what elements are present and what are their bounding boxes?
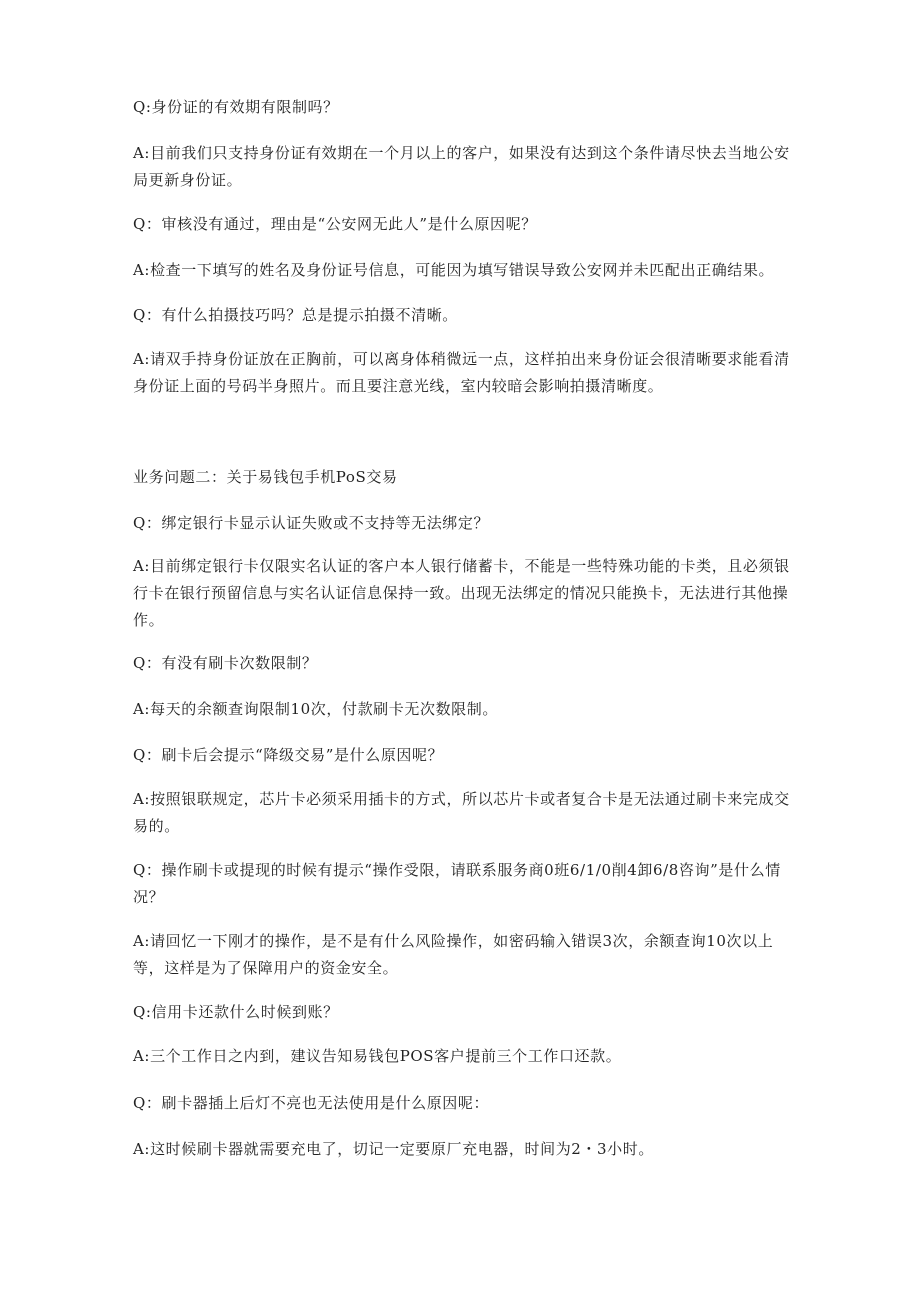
answer-downgrade: A:按照银联规定，芯片卡必须采用插卡的方式，所以芯片卡或者复合卡是无法通过刷卡来完成交易的。 — [133, 790, 790, 835]
question-photo-tips: Q：有什么拍摄技巧吗？总是提示拍摄不清晰。 — [133, 306, 458, 324]
answer-credit-repayment: A:三个工作日之内到，建议告知易钱包POS客户提前三个工作口还款。 — [133, 1047, 622, 1065]
section-heading: 业务问题二：关于易钱包手机PoS交易 — [133, 468, 398, 486]
answer-operation-limited: A:请回忆一下刚才的操作，是不是有什么风险操作，如密码输入错误3次，余额查询10次以上等，这样是为了保障用户的资金安全。 — [133, 932, 774, 977]
question-credit-repayment: Q:信用卡还款什么时候到账？ — [133, 1003, 339, 1021]
question-id-validity: Q:身份证的有效期有限制吗？ — [133, 98, 339, 116]
answer-photo-tips: A:请双手持身份证放在正胸前，可以离身体稍微远一点，这样拍出来身份证会很清晰要求能看清身份证上面的号码半身照片。而且要注意光线，室内较暗会影响拍摄清晰度。 — [133, 350, 790, 395]
answer-reader-no-light: A:这时候刷卡器就需要充电了，切记一定要原厂充电器，时间为2・3小时。 — [133, 1140, 654, 1158]
answer-review-failed: A:检查一下填写的姓名及身份证号信息，可能因为填写错误导致公安网并未匹配出正确结果。 — [133, 261, 775, 279]
question-bind-card: Q：绑定银行卡显示认证失败或不支持等无法绑定？ — [133, 514, 490, 532]
answer-bind-card: A:目前绑定银行卡仅限实名认证的客户本人银行储蓄卡，不能是一些特殊功能的卡类，且必须银行卡在银行预留信息与实名认证信息保持一致。出现无法绑定的情况只能换卡，无法进行其他操作。 — [133, 557, 790, 629]
answer-id-validity: A:目前我们只支持身份证有效期在一个月以上的客户，如果没有达到这个条件请尽快去当地公安局更新身份证。 — [133, 144, 790, 189]
question-reader-no-light: Q：刷卡器插上后灯不亮也无法使用是什么原因呢： — [133, 1094, 490, 1112]
question-downgrade: Q：刷卡后会提示“降级交易”是什么原因呢？ — [133, 746, 444, 764]
question-operation-limited: Q：操作刷卡或提现的时候有提示“操作受限，请联系服务商0班6/1/0削4卸6/8咨询”是什么情况？ — [133, 861, 781, 906]
question-review-failed: Q：审核没有通过，理由是“公安网无此人”是什么原因呢？ — [133, 215, 537, 233]
answer-swipe-limit: A:每天的余额查询限制10次，付款刷卡无次数限制。 — [133, 700, 498, 718]
question-swipe-limit: Q：有没有刷卡次数限制？ — [133, 654, 318, 672]
